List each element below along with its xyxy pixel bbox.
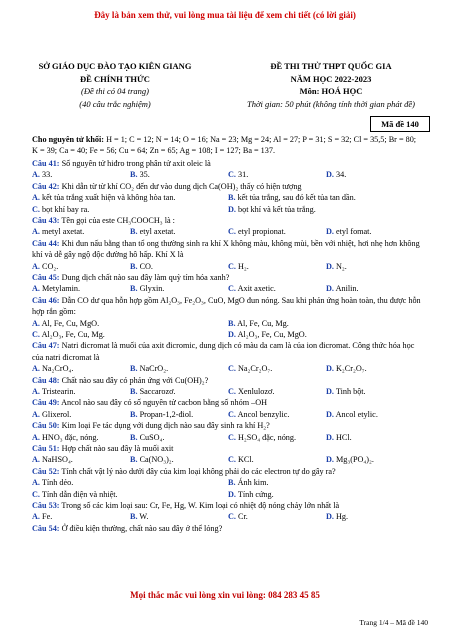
option-letter: B.	[130, 432, 138, 442]
school-year: NĂM HỌC 2022-2023	[290, 73, 372, 84]
option-text: etyl propionat.	[238, 227, 286, 237]
atomic-masses-label: Cho nguyên tử khối:	[32, 135, 105, 144]
question-list	[32, 158, 424, 534]
answer-option	[228, 432, 296, 443]
question-number: Câu 52:	[32, 466, 60, 476]
option-text: Na₂CrO₄.	[42, 364, 74, 374]
option-letter: C.	[32, 489, 40, 499]
answer-option	[130, 363, 168, 374]
question-stem	[32, 500, 424, 511]
answer-option	[130, 432, 165, 443]
answer-option	[326, 261, 347, 272]
answer-options	[32, 511, 424, 522]
option-letter: D.	[326, 387, 334, 397]
question-item	[32, 523, 424, 534]
option-text: Ánh kim.	[237, 478, 269, 488]
question-text: Kim loại Fe tác dụng với dung dịch nào sau đây sinh ra khí H₂?	[59, 421, 270, 431]
option-text: Al, Fe, Cu, Mg.	[237, 318, 289, 328]
option-letter: D.	[326, 261, 334, 271]
question-item	[32, 466, 424, 500]
answer-option	[130, 283, 164, 294]
option-letter: D.	[228, 204, 236, 214]
question-text: Tính chất vật lý nào dưới đây của kim loại không phải do các electron tự do gây ra?	[59, 466, 336, 476]
option-letter: C.	[228, 227, 236, 237]
question-number: Câu 43:	[32, 216, 60, 225]
question-stem	[32, 272, 424, 283]
option-letter: A.	[32, 364, 40, 374]
option-text: NaCrO₂.	[139, 364, 169, 374]
subject: Môn: HOÁ HỌC	[299, 86, 363, 96]
option-text: H₂.	[238, 261, 249, 271]
question-text: Khi dẫn từ từ khí CO₂ đến dư vào dung dịch Ca(OH)₂ thấy có hiện tượng	[59, 181, 302, 191]
page-footer: Trang 1/4 – Mã đề 140	[359, 618, 428, 627]
header-right	[232, 60, 430, 110]
option-text: Tinh bột.	[335, 387, 366, 397]
answer-option	[228, 169, 248, 180]
question-item	[32, 181, 424, 215]
option-text: bọt khí bay ra.	[42, 204, 90, 214]
option-text: Al, Fe, Cu, MgO.	[41, 318, 100, 328]
answer-option	[326, 511, 348, 522]
exam-title: ĐỀ THI THỬ THPT QUỐC GIA	[270, 61, 392, 71]
option-letter: C.	[228, 432, 236, 442]
option-text: HNO₃ đặc, nóng.	[42, 432, 99, 442]
preview-banner: Đây là bản xem thử, vui lòng mua tài liệu để xem chi tiết (có lời giải)	[94, 10, 356, 20]
option-text: Glyxin.	[139, 284, 165, 294]
answer-option	[32, 489, 118, 500]
answer-option	[228, 511, 248, 522]
question-stem	[32, 215, 424, 226]
option-text: 34.	[336, 170, 347, 180]
answer-option	[130, 454, 174, 465]
exam-code-box: Mã đề 140	[370, 116, 430, 132]
option-text: Tính dẻo.	[41, 478, 74, 488]
option-letter: A.	[32, 284, 40, 294]
option-letter: C.	[228, 364, 236, 374]
question-item	[32, 397, 424, 420]
option-letter: C.	[228, 170, 236, 180]
answer-options	[32, 169, 424, 180]
question-item	[32, 238, 424, 272]
answer-options	[32, 261, 424, 272]
answer-option	[326, 363, 367, 374]
answer-option	[228, 409, 289, 420]
option-letter: D.	[326, 409, 334, 419]
department-name: SỞ GIÁO DỤC ĐÀO TẠO KIÊN GIANG	[38, 61, 192, 71]
question-stem	[32, 420, 424, 431]
answer-option	[228, 318, 289, 329]
question-number: Câu 42:	[32, 181, 60, 191]
answer-options	[32, 283, 424, 294]
question-item	[32, 340, 424, 374]
answer-option	[32, 283, 80, 294]
question-text: Natri đicromat là muối của axit đicromic, dung dịch có màu da cam là của ion đicromat. Công thức hóa học của natri đicromat là	[32, 341, 415, 362]
option-letter: C.	[32, 330, 40, 339]
page-count-note: (Đề thi có 04 trang)	[81, 86, 149, 96]
answer-option	[228, 329, 307, 340]
question-number: Câu 46:	[32, 295, 60, 305]
option-letter: B.	[130, 387, 138, 397]
option-text: 35.	[139, 170, 150, 180]
atomic-masses	[32, 134, 422, 156]
question-text: Số nguyên tử hiđro trong phân tử axit oleic là	[59, 159, 211, 168]
option-letter: C.	[228, 409, 236, 419]
option-text: Ancol benzylic.	[237, 409, 290, 419]
option-text: metyl axetat.	[42, 227, 85, 237]
question-item	[32, 295, 424, 341]
answer-options	[32, 432, 424, 443]
option-text: kết tủa trắng, sau đó kết tủa tan dần.	[237, 193, 356, 203]
option-letter: A.	[32, 432, 40, 442]
question-number: Câu 41:	[32, 159, 60, 168]
question-number: Câu 53:	[32, 501, 60, 510]
option-text: N₂.	[336, 261, 347, 271]
question-text: Dẫn CO dư qua hỗn hợp gồm Al₂O₃, Fe₂O₃, CuO, MgO đun nóng. Sau khi phản ứng hoàn toàn, thu được hỗn hợp rắn gồm:	[32, 295, 421, 317]
answer-option	[32, 363, 73, 374]
answer-option	[130, 261, 153, 272]
option-text: Fe.	[42, 512, 53, 522]
option-letter: A.	[32, 512, 40, 522]
answer-option	[32, 318, 99, 329]
official-exam-label: ĐỀ CHÍNH THỨC	[80, 73, 150, 84]
option-letter: D.	[326, 170, 334, 180]
option-letter: C.	[32, 204, 40, 214]
option-text: Xenlulozơ.	[238, 387, 275, 397]
option-letter: C.	[228, 261, 236, 271]
option-text: HCl.	[336, 432, 352, 442]
option-letter: D.	[326, 512, 334, 522]
answer-option	[32, 477, 73, 488]
question-item	[32, 158, 424, 181]
option-letter: A.	[32, 170, 40, 180]
option-text: Axit axetic.	[237, 284, 276, 294]
answer-options	[32, 318, 424, 341]
option-text: Saccarozơ.	[139, 387, 176, 397]
answer-option	[326, 454, 374, 465]
question-item	[32, 420, 424, 443]
question-item	[32, 272, 424, 295]
answer-options	[32, 363, 424, 374]
option-text: Cr.	[238, 512, 248, 522]
answer-options	[32, 454, 424, 465]
option-letter: B.	[130, 170, 138, 180]
option-text: Mg₃(PO₄)₂.	[336, 455, 374, 465]
answer-options	[32, 192, 424, 215]
answer-option	[228, 386, 274, 397]
time-limit: Thời gian: 50 phút (không tính thời gian phát đề)	[247, 98, 415, 109]
option-text: etyl fomat.	[336, 227, 372, 237]
question-item	[32, 375, 424, 398]
option-letter: A.	[32, 318, 40, 328]
option-letter: D.	[326, 284, 334, 294]
option-letter: A.	[32, 227, 40, 237]
answer-option	[130, 386, 175, 397]
option-text: Ancol etylic.	[335, 409, 378, 419]
question-stem	[32, 158, 424, 169]
answer-option	[326, 432, 352, 443]
option-letter: B.	[130, 284, 138, 294]
option-text: CuSO₄.	[139, 432, 165, 442]
question-stem	[32, 181, 424, 192]
question-number: Câu 47:	[32, 341, 60, 351]
question-number: Câu 50:	[32, 421, 60, 431]
answer-option	[326, 226, 371, 237]
answer-option	[228, 454, 254, 465]
answer-option	[228, 226, 286, 237]
question-number: Câu 45:	[32, 273, 60, 282]
option-letter: B.	[130, 364, 138, 374]
option-letter: B.	[130, 409, 138, 419]
option-letter: C.	[228, 284, 236, 294]
question-number: Câu 48:	[32, 375, 60, 385]
option-letter: D.	[228, 489, 236, 499]
answer-options	[32, 409, 424, 420]
option-letter: D.	[326, 227, 334, 237]
answer-option	[326, 283, 359, 294]
question-number: Câu 44:	[32, 238, 60, 248]
answer-option	[326, 409, 378, 420]
option-text: NaHSO₄.	[42, 455, 73, 465]
answer-option	[32, 409, 71, 420]
answer-option	[228, 283, 276, 294]
answer-option	[228, 192, 356, 203]
answer-option	[32, 169, 52, 180]
answer-option	[32, 386, 75, 397]
option-letter: A.	[32, 409, 40, 419]
answer-option	[326, 169, 346, 180]
answer-option	[130, 409, 193, 420]
option-text: etyl axetat.	[139, 227, 176, 237]
question-text: Tên gọi của este CH₃COOCH₃ là :	[59, 216, 175, 225]
answer-option	[130, 226, 175, 237]
answer-options	[32, 477, 424, 500]
option-text: Glixerol.	[42, 409, 72, 419]
option-letter: D.	[228, 330, 236, 339]
option-text: Al₂O₃, Fe, Cu, Mg.	[41, 330, 105, 339]
option-letter: A.	[32, 478, 40, 488]
option-letter: C.	[228, 512, 236, 522]
question-item	[32, 215, 424, 238]
answer-option	[32, 511, 52, 522]
option-letter: A.	[32, 387, 40, 397]
option-letter: B.	[228, 318, 236, 328]
answer-option	[32, 192, 175, 203]
question-number: Câu 51:	[32, 444, 60, 453]
question-text: Trong số các kim loại sau: Cr, Fe, Hg, W. Kim loại có nhiệt độ nóng chảy lớn nhất là	[59, 501, 340, 510]
question-number: Câu 54:	[32, 523, 60, 533]
option-text: H₂SO₄ đặc, nóng.	[238, 432, 297, 442]
option-letter: D.	[326, 364, 334, 374]
question-number: Câu 49:	[32, 398, 60, 408]
option-letter: A.	[32, 261, 40, 271]
header-left	[30, 60, 200, 110]
question-text: Dung dịch chất nào sau đây làm quỳ tím hóa xanh?	[59, 273, 230, 282]
answer-option	[228, 477, 269, 488]
question-stem	[32, 443, 424, 454]
question-stem	[32, 397, 424, 408]
question-text: Ancol nào sau đây có số nguyên tử cacbon bằng số nhóm –OH	[59, 398, 268, 408]
question-text: Khi đun nấu bằng than tổ ong thường sinh ra khí X không màu, không mùi, bền với nhiệt, hơi nhẹ hơn không khí và dễ gây ngộ độc đường hô hấp. Khí X là	[32, 238, 420, 260]
question-item	[32, 443, 424, 466]
question-text: Hợp chất nào sau đây là muối axit	[59, 444, 174, 453]
answer-option	[32, 329, 105, 340]
option-text: Na₂Cr₂O₇.	[238, 364, 273, 374]
answer-option	[32, 454, 73, 465]
option-letter: C.	[228, 387, 236, 397]
option-text: Tristearin.	[41, 387, 76, 397]
answer-option	[130, 169, 150, 180]
option-letter: B.	[130, 455, 138, 465]
question-item	[32, 500, 424, 523]
option-letter: A.	[32, 193, 40, 203]
answer-options	[32, 386, 424, 397]
option-text: bọt khí và kết tủa trắng.	[238, 204, 316, 214]
option-letter: B.	[228, 193, 236, 203]
answer-option	[228, 363, 272, 374]
option-text: KCl.	[238, 455, 254, 465]
option-text: Tính dẫn điện và nhiệt.	[41, 489, 118, 499]
question-stem	[32, 523, 424, 534]
question-stem	[32, 340, 424, 363]
option-letter: A.	[32, 455, 40, 465]
option-text: 33.	[42, 170, 53, 180]
option-text: K₂Cr₂O₇.	[336, 364, 367, 374]
contact-banner: Mọi thắc mắc vui lòng xin vui lòng: 084 283 45 85	[130, 590, 320, 600]
answer-option	[32, 261, 58, 272]
answer-option	[228, 489, 274, 500]
answer-option	[228, 204, 316, 215]
option-text: 31.	[238, 170, 249, 180]
answer-option	[32, 226, 84, 237]
question-stem	[32, 466, 424, 477]
option-text: W.	[139, 512, 149, 522]
answer-option	[32, 204, 89, 215]
option-letter: D.	[326, 455, 334, 465]
question-stem	[32, 375, 424, 386]
question-count-note: (40 câu trắc nghiệm)	[79, 98, 151, 109]
answer-option	[32, 432, 99, 443]
option-text: kết tủa trắng xuất hiện và không hòa tan.	[42, 193, 176, 203]
option-text: Hg.	[336, 512, 349, 522]
option-text: Propan-1,2-điol.	[139, 409, 194, 419]
option-letter: C.	[228, 455, 236, 465]
option-text: CO.	[139, 261, 153, 271]
option-text: Anilin.	[335, 284, 359, 294]
option-letter: D.	[326, 432, 334, 442]
question-stem	[32, 295, 424, 318]
option-letter: B.	[130, 227, 138, 237]
question-text: Chất nào sau đây có phản ứng với Cu(OH)₂?	[59, 375, 209, 385]
atomic-masses-values: H = 1; C = 12; N = 14; O = 16; Na = 23; Mg = 24; Al = 27; P = 31; S = 32; Cl = 35,5; Br = 80; K = 39; Ca = 40; Fe = 56; Cu = 64; Zn = 65; Ag = 108; I = 127; Ba = 137.	[32, 135, 417, 155]
option-text: Metylamin.	[42, 284, 80, 294]
question-stem	[32, 238, 424, 261]
answer-option	[228, 261, 249, 272]
option-text: Ca(NO₃)₂.	[139, 455, 174, 465]
option-text: CO₂.	[42, 261, 59, 271]
option-letter: B.	[130, 512, 138, 522]
question-text: Ở điều kiện thường, chất nào sau đây ở thể lỏng?	[59, 523, 223, 533]
option-text: Al₂O₃, Fe, Cu, MgO.	[237, 330, 307, 339]
answer-option	[326, 386, 366, 397]
option-letter: B.	[228, 478, 236, 488]
answer-options	[32, 226, 424, 237]
option-letter: B.	[130, 261, 138, 271]
answer-option	[130, 511, 148, 522]
option-text: Tính cứng.	[237, 489, 274, 499]
